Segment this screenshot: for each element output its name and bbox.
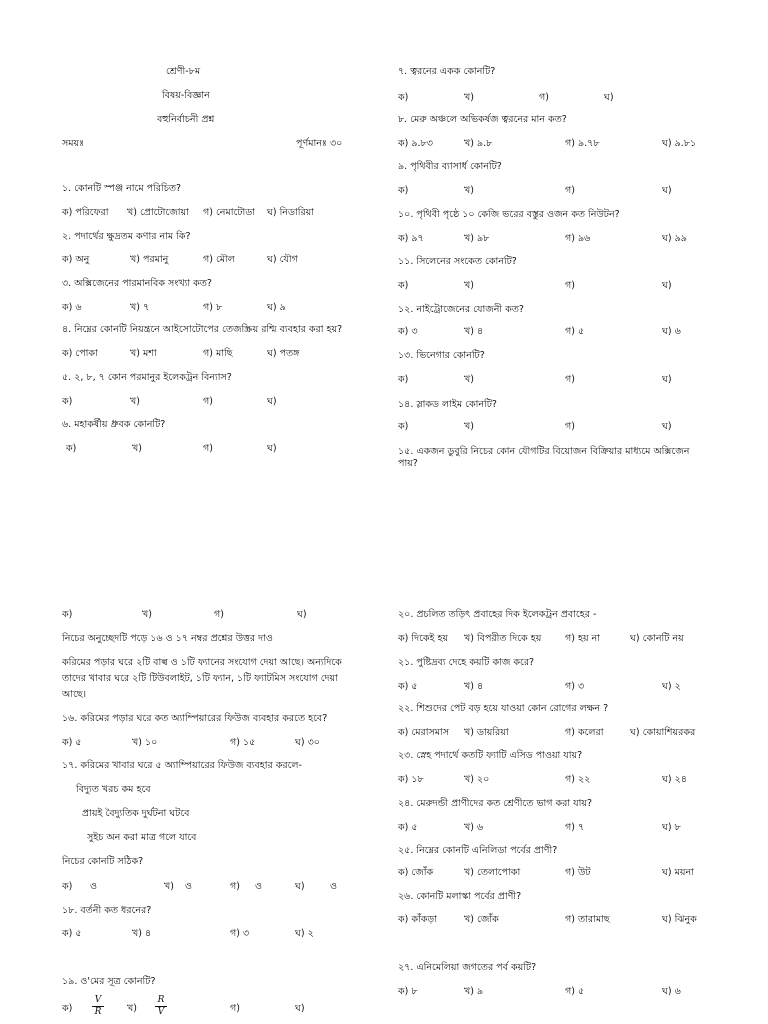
option-17d-and: ও bbox=[330, 881, 337, 892]
option-13b: খ) bbox=[464, 374, 474, 385]
question-26: ২৬. কোনটি মলাস্কা পর্বের প্রাণী? bbox=[398, 891, 522, 902]
option-2a: ক) অনু bbox=[62, 254, 90, 265]
option-18d: ঘ) ২ bbox=[295, 928, 314, 939]
question-4: ৪. নিম্নের কোনটি নিয়ন্ত্রনে আইসোটোপের তেজস্ক্রিয় রশ্মি ব্যবহার করা হয়? bbox=[62, 324, 343, 335]
fraction-v-over-r bbox=[92, 996, 104, 1017]
option-22c: গ) কলেরা bbox=[565, 727, 604, 738]
option-26a: ক) কাঁকড়া bbox=[398, 914, 437, 925]
option-22d: ঘ) কোয়াশিয়রকর bbox=[630, 727, 696, 738]
option-9d: ঘ) bbox=[662, 185, 672, 196]
mcq-label: বহুনির্বাচনী প্রশ্ন bbox=[157, 114, 215, 125]
option-23c: গ) ২২ bbox=[565, 774, 591, 785]
option-4c: গ) মাছি bbox=[203, 348, 233, 359]
option-16c: গ) ১৫ bbox=[230, 737, 256, 748]
question-27: ২৭. এনিমেলিয়া জগতের পর্ব কয়টি? bbox=[398, 962, 537, 973]
option-23d: ঘ) ২৪ bbox=[662, 774, 687, 785]
question-20: ২০. প্রচলিত তড়িৎ প্রবাহের দিক ইলেকট্রন প্রবাহের - bbox=[398, 609, 597, 620]
question-12: ১২. নাইট্রোজেনের যোজনী কত? bbox=[398, 304, 524, 315]
option-25c: গ) উট bbox=[565, 867, 591, 878]
option-1d: ঘ) নিডারিয়া bbox=[267, 207, 315, 218]
question-3: ৩. অক্সিজেনের পারমানবিক সংখ্যা কত? bbox=[62, 278, 212, 289]
option-24b: খ) ৬ bbox=[464, 822, 484, 833]
option-17a-and: ও bbox=[90, 881, 97, 892]
class-label: শ্রেণী-৮ম bbox=[166, 66, 201, 77]
option-14d: ঘ) bbox=[662, 421, 672, 432]
question-15: ১৫. একজন ডুবুরি নিচের কোন যৌগটির বিয়োজন বিক্রিয়ার মাধ্যমে অক্সিজেন পায়? bbox=[398, 446, 690, 469]
option-5d: ঘ) bbox=[267, 396, 277, 407]
fraction-denominator: R bbox=[94, 1007, 102, 1017]
fraction-r-over-v bbox=[155, 996, 167, 1017]
time-label: সময়ঃ bbox=[62, 138, 85, 149]
option-17d: ঘ) bbox=[295, 881, 305, 892]
option-19a: ক) bbox=[62, 1003, 73, 1014]
option-27d: ঘ) ৬ bbox=[662, 986, 681, 997]
option-20a: ক) দিকেই হয় bbox=[398, 633, 449, 644]
option-20c: গ) হয় না bbox=[565, 633, 600, 644]
option-20d: ঘ) কোনটি নয় bbox=[630, 633, 684, 644]
passage-line-3: আছে। bbox=[62, 689, 87, 700]
option-9a: ক) bbox=[398, 185, 409, 196]
option-6c: গ) bbox=[203, 443, 213, 454]
fraction-numerator: V bbox=[94, 995, 102, 1005]
option-26c: গ) তারামাছ bbox=[565, 914, 610, 925]
option-14c: গ) bbox=[565, 421, 575, 432]
question-22: ২২. শিশুদের পেট বড় হয়ে যাওয়া কোন রোগের লক্ষন ? bbox=[398, 703, 609, 714]
question-16: ১৬. করিমের পড়ার ঘরে কত অ্যাম্পিয়ারের ফিউজ ব্যবহার করতে হবে? bbox=[62, 713, 328, 724]
option-2c: গ) মৌল bbox=[203, 254, 235, 265]
question-13: ১৩. ভিনেগার কোনটি? bbox=[398, 350, 485, 361]
question-21: ২১. পুষ্টিদ্রব্য দেহে কয়টি কাজ করে? bbox=[398, 657, 535, 668]
option-17b: খ) bbox=[164, 881, 174, 892]
option-6b: খ) bbox=[132, 443, 142, 454]
option-13c: গ) bbox=[565, 374, 575, 385]
passage-intro: নিচের অনুচ্ছেদটি পড়ে ১৬ ও ১৭ নম্বর প্রশ্নের উত্তর দাও bbox=[62, 633, 273, 644]
option-10d: ঘ) ৯৯ bbox=[662, 233, 687, 244]
option-15a: ক) bbox=[62, 609, 73, 620]
option-7a: ক) bbox=[398, 92, 409, 103]
option-26d: ঘ) ঝিনুক bbox=[662, 914, 697, 925]
option-26b: খ) জোঁক bbox=[464, 914, 499, 925]
question-19: ১৯. ও'মের সূত্র কোনটি? bbox=[62, 976, 156, 987]
option-17b-and: ও bbox=[185, 881, 192, 892]
option-5a: ক) bbox=[62, 396, 73, 407]
option-8c: গ) ৯.৭৮ bbox=[565, 138, 600, 149]
option-18b: খ) ৪ bbox=[132, 928, 152, 939]
question-1: ১. কোনটি স্পঞ্জ নামে পরিচিত? bbox=[62, 183, 182, 194]
option-23a: ক) ১৮ bbox=[398, 774, 424, 785]
option-17c: গ) bbox=[230, 881, 240, 892]
option-8b: খ) ৯.৮ bbox=[464, 138, 493, 149]
option-24d: ঘ) ৮ bbox=[662, 822, 681, 833]
option-17a: ক) bbox=[62, 881, 73, 892]
option-12c: গ) ৫ bbox=[565, 326, 585, 337]
option-7d: ঘ) bbox=[604, 92, 614, 103]
question-23: ২৩. স্নেহ পদার্থে কতটি ফ্যাটি এসিড পাওয়া যায়? bbox=[398, 750, 583, 761]
option-19b: খ) bbox=[127, 1003, 137, 1014]
question-14: ১৪. স্লাকড লাইম কোনটি? bbox=[398, 399, 497, 410]
question-5: ৫. ২, ৮, ৭ কোন পরমানুর ইলেকট্রন বিন্যাস? bbox=[62, 372, 232, 383]
option-23b: খ) ২০ bbox=[464, 774, 490, 785]
option-14b: খ) bbox=[464, 421, 474, 432]
option-27c: গ) ৫ bbox=[565, 986, 585, 997]
option-16d: ঘ) ৩০ bbox=[295, 737, 320, 748]
option-24c: গ) ৭ bbox=[565, 822, 585, 833]
option-27b: খ) ৯ bbox=[464, 986, 484, 997]
question-17: ১৭. করিমের খাবার ঘরে ৫ অ্যাম্পিয়ারের ফিউজ ব্যবহার করলে- bbox=[62, 760, 302, 771]
option-1a: ক) পরিফেরা bbox=[62, 207, 109, 218]
option-25d: ঘ) ময়না bbox=[662, 867, 694, 878]
option-5c: গ) bbox=[203, 396, 213, 407]
question-8: ৮. মেরু অঞ্চলে অভিকর্ষজ ত্বরনের মান কত? bbox=[398, 114, 567, 125]
option-9b: খ) bbox=[464, 185, 474, 196]
option-3d: ঘ) ৯ bbox=[267, 302, 286, 313]
fraction-numerator: R bbox=[157, 995, 165, 1005]
statement-1: বিদ্যুত খরচ কম হবে bbox=[76, 784, 151, 795]
option-11c: গ) bbox=[565, 280, 575, 291]
question-11: ১১. সিলেনের সংকেত কোনটি? bbox=[398, 256, 517, 267]
question-18: ১৮. বর্তনী কত ধরনের? bbox=[62, 905, 152, 916]
question-7: ৭. ত্বরনের একক কোনটি? bbox=[398, 66, 496, 77]
fraction-denominator: V bbox=[157, 1007, 165, 1017]
option-10b: খ) ৯৮ bbox=[464, 233, 490, 244]
option-15b: খ) bbox=[142, 609, 152, 620]
option-6d: ঘ) bbox=[267, 443, 277, 454]
option-12b: খ) ৪ bbox=[464, 326, 484, 337]
option-21b: খ) ৪ bbox=[464, 681, 484, 692]
option-15c: গ) bbox=[214, 609, 224, 620]
option-18c: গ) ৩ bbox=[230, 928, 250, 939]
option-5b: খ) bbox=[130, 396, 140, 407]
option-2d: ঘ) যৌগ bbox=[267, 254, 298, 265]
option-17c-and: ও bbox=[255, 881, 262, 892]
option-3c: গ) ৮ bbox=[203, 302, 223, 313]
option-11a: ক) bbox=[398, 280, 409, 291]
option-13a: ক) bbox=[398, 374, 409, 385]
option-8d: ঘ) ৯.৮১ bbox=[662, 138, 697, 149]
option-11b: খ) bbox=[464, 280, 474, 291]
option-21d: ঘ) ২ bbox=[662, 681, 681, 692]
statement-2: প্রায়ই বৈদ্যুতিক দুর্ঘটনা ঘটবে bbox=[82, 808, 190, 819]
option-21a: ক) ৫ bbox=[398, 681, 418, 692]
question-24: ২৪. মেরুদন্ডী প্রাণীদের কত শ্রেণীতে ভাগ করা যায়? bbox=[398, 798, 593, 809]
question-6: ৬. মহাকর্ষীয় ধ্রুবক কোনটি? bbox=[62, 419, 166, 430]
option-25b: খ) তেলাপোকা bbox=[464, 867, 521, 878]
option-4a: ক) পোকা bbox=[62, 348, 98, 359]
option-27a: ক) ৮ bbox=[398, 986, 418, 997]
option-8a: ক) ৯.৮৩ bbox=[398, 138, 433, 149]
which-correct: নিচের কোনটি সঠিক? bbox=[62, 856, 144, 867]
option-1b: খ) প্রোটোজোয়া bbox=[127, 207, 189, 218]
option-24a: ক) ৫ bbox=[398, 822, 418, 833]
option-25a: ক) জোঁক bbox=[398, 867, 434, 878]
question-2: ২. পদার্থের ক্ষুদ্রতম কণার নাম কি? bbox=[62, 231, 191, 242]
option-22b: খ) ডায়রিয়া bbox=[464, 727, 509, 738]
option-9c: গ) bbox=[565, 185, 575, 196]
option-1c: গ) নেমাটোডা bbox=[203, 207, 256, 218]
option-22a: ক) মেরাসমাস bbox=[398, 727, 450, 738]
option-19c: গ) bbox=[230, 1003, 240, 1014]
option-11d: ঘ) bbox=[662, 280, 672, 291]
option-7c: গ) bbox=[539, 92, 549, 103]
option-20b: খ) বিপরীত দিকে হয় bbox=[464, 633, 542, 644]
question-9: ৯. পৃথিবীর ব্যাসার্ধ কোনটি? bbox=[398, 161, 502, 172]
option-14a: ক) bbox=[398, 421, 409, 432]
option-4b: খ) মশা bbox=[130, 348, 157, 359]
option-18a: ক) ৫ bbox=[62, 928, 82, 939]
option-10a: ক) ৯৭ bbox=[398, 233, 424, 244]
option-3a: ক) ৬ bbox=[62, 302, 82, 313]
option-3b: খ) ৭ bbox=[130, 302, 150, 313]
passage-line-1: করিমের পড়ার ঘরে ২টি বাল্ব ও ১টি ফ্যানের সংযোগ দেয়া আছে। অন্যদিকে bbox=[62, 657, 342, 668]
option-12a: ক) ৩ bbox=[398, 326, 418, 337]
option-21c: গ) ৩ bbox=[565, 681, 585, 692]
option-15d: ঘ) bbox=[297, 609, 307, 620]
subject-label: বিষয়-বিজ্ঞান bbox=[162, 90, 210, 101]
passage-line-2: তাদের খাবার ঘরে ২টি টিউবলাইট, ১টি ফ্যান, ১টি ফ্যাটমিস সংযোগ দেয়া bbox=[62, 673, 338, 684]
option-7b: খ) bbox=[464, 92, 474, 103]
statement-3: সুইচ অন করা মাত্র গলে যাবে bbox=[87, 832, 197, 843]
option-10c: গ) ৯৬ bbox=[565, 233, 591, 244]
question-25: ২৫. নিম্নের কোনটি এনিলিডা পর্বের প্রাণী? bbox=[398, 845, 558, 856]
question-10: ১০. পৃথিবী পৃষ্ঠে ১০ কেজি ভরের বস্তুর ওজন কত নিউটন? bbox=[398, 209, 620, 220]
option-12d: ঘ) ৬ bbox=[662, 326, 681, 337]
option-16a: ক) ৫ bbox=[62, 737, 82, 748]
full-marks-label: পূর্ণমানঃ ৩০ bbox=[296, 138, 343, 149]
option-4d: ঘ) পতঙ্গ bbox=[267, 348, 300, 359]
option-16b: খ) ১০ bbox=[132, 737, 158, 748]
option-6a: ক) bbox=[66, 443, 77, 454]
option-19d: ঘ) bbox=[295, 1003, 305, 1014]
option-2b: খ) পরমানু bbox=[130, 254, 169, 265]
option-13d: ঘ) bbox=[662, 374, 672, 385]
